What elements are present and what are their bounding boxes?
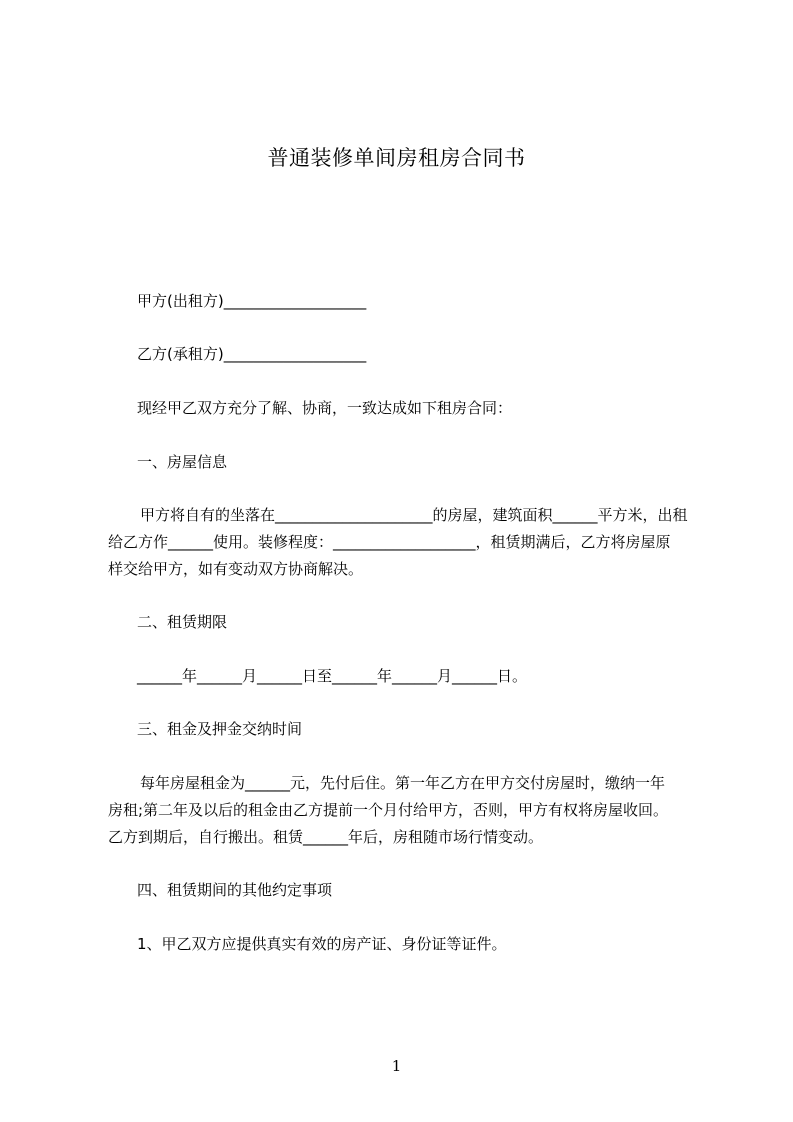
party-a-line: 甲方(出租方)___________________ xyxy=(137,292,367,310)
section-3-line: 乙方到期后，自行搬出。租赁______年后，房租随市场行情变动。 xyxy=(108,828,544,846)
page-number: 1 xyxy=(391,1057,402,1075)
lease-date-line: ______年______月______日至______年______月______日。 xyxy=(137,667,528,685)
section-1-line: 样交给甲方，如有变动双方协商解决。 xyxy=(108,560,364,578)
section-1-line: 给乙方作______使用。装修程度：___________________，租赁期满后，乙方将房屋原 xyxy=(108,533,671,551)
section-3-line: 每年房屋租金为______元，先付后住。第一年乙方在甲方交付房屋时，缴纳一年 xyxy=(140,774,666,792)
section-4-heading: 四、租赁期间的其他约定事项 xyxy=(137,881,333,899)
section-3-line: 房租;第二年及以后的租金由乙方提前一个月付给甲方，否则，甲方有权将房屋收回。 xyxy=(108,801,669,819)
party-b-line: 乙方(承租方)___________________ xyxy=(137,345,367,363)
section-3-heading: 三、租金及押金交纳时间 xyxy=(137,720,303,738)
intro-text: 现经甲乙双方充分了解、协商，一致达成如下租房合同： xyxy=(137,399,513,417)
document-title: 普通装修单间房租房合同书 xyxy=(267,146,526,170)
section-2-heading: 二、租赁期限 xyxy=(137,613,228,631)
section-1-line: 甲方将自有的坐落在_____________________的房屋，建筑面积______平方米，出租 xyxy=(140,506,688,524)
section-4-item-1: 1、甲乙双方应提供真实有效的房产证、身份证等证件。 xyxy=(137,935,507,953)
section-1-heading: 一、房屋信息 xyxy=(137,453,228,471)
